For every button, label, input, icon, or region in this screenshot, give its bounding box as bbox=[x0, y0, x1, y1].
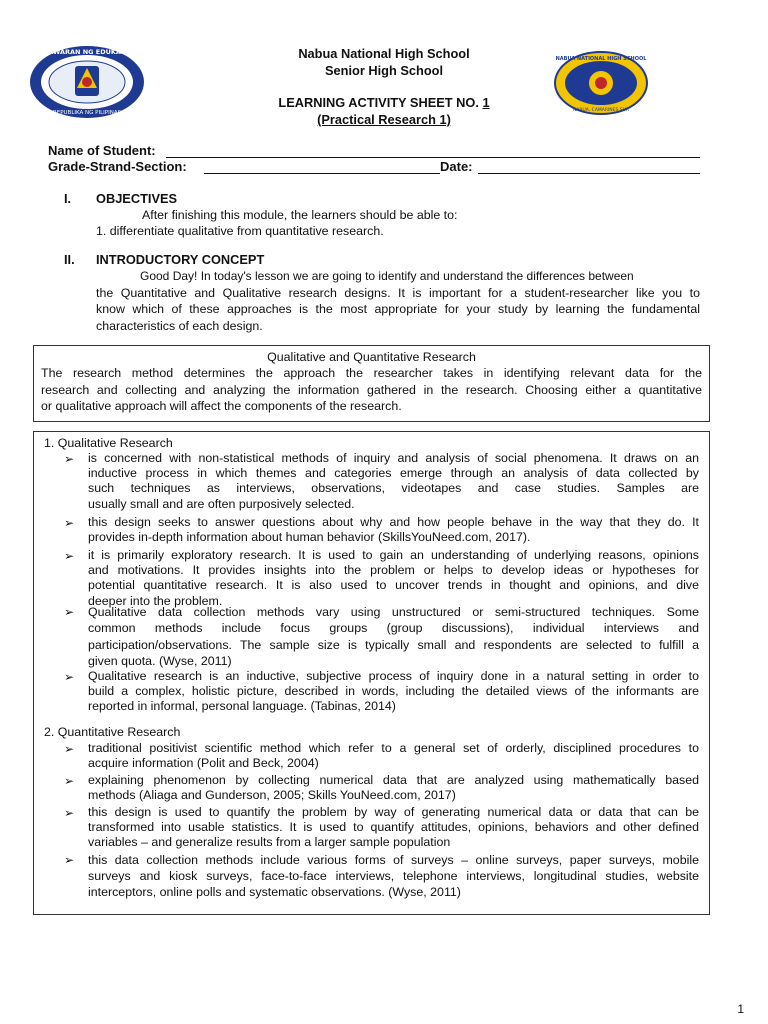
school-seal-text: NABUA NATIONAL HIGH SCHOOL bbox=[555, 56, 647, 62]
quantitative-bullet bbox=[64, 852, 699, 900]
bullet-line: reported in informal, personal language. (Tabinas, 2014) bbox=[88, 699, 396, 714]
grade-underline bbox=[204, 173, 440, 174]
arrow-bullet-icon: ➢ bbox=[64, 853, 75, 867]
qualitative-bullet bbox=[64, 515, 699, 547]
qualitative-bullet bbox=[64, 451, 699, 513]
arrow-bullet-icon: ➢ bbox=[64, 774, 75, 788]
bullet-line: this design is used to quantify the problem by way of generating numerical data or data that can be bbox=[88, 805, 699, 819]
deped-seal-text: KAGAWARAN NG EDUKASYON bbox=[32, 48, 142, 56]
concept-line: characteristics of each design. bbox=[96, 318, 263, 333]
bullet-line: variables – and generalize results from a larger sample population bbox=[88, 835, 451, 850]
objectives-title: OBJECTIVES bbox=[96, 191, 178, 206]
qualitative-bullet bbox=[64, 604, 699, 669]
name-underline bbox=[166, 157, 700, 158]
arrow-bullet-icon: ➢ bbox=[64, 670, 75, 684]
bullet-line: and motivations. It provides insights into the problem or helps to develop ideas or hypotheses for bbox=[88, 563, 699, 578]
subject-title: (Practical Research 1) bbox=[317, 111, 451, 127]
arrow-bullet-icon: ➢ bbox=[64, 452, 75, 466]
sheet-title bbox=[0, 95, 768, 112]
arrow-bullet-icon: ➢ bbox=[64, 806, 75, 820]
student-name-field[interactable] bbox=[48, 143, 700, 160]
bullet-line: surveys and kiosk surveys, face-to-face interviews, telephone interviews, longitudinal studies, website bbox=[88, 869, 699, 883]
deped-seal-subtext: REPUBLIKA NG PILIPINAS bbox=[52, 110, 122, 116]
school-division: Senior High School bbox=[324, 62, 444, 78]
bullet-line: participation/observations. The sample size is typically small and respondents are selected to fulfill a bbox=[88, 637, 699, 652]
research-method-line: research and collecting and analyzing the information gathered in the research. Choosing either a quantitative bbox=[41, 382, 702, 397]
document-header bbox=[0, 46, 768, 128]
bullet-line: acquire information (Polit and Beck, 2004) bbox=[88, 756, 319, 771]
sheet-title-prefix: LEARNING ACTIVITY SHEET NO. bbox=[278, 95, 479, 110]
qualitative-bullet bbox=[64, 669, 699, 717]
bullet-line: usually small and are often purposively selected. bbox=[88, 496, 355, 511]
arrow-bullet-icon: ➢ bbox=[64, 605, 75, 619]
date-label: Date: bbox=[440, 159, 473, 174]
arrow-bullet-icon: ➢ bbox=[64, 742, 75, 756]
bullet-line: inductive process in which themes and categories emerge through an analysis of data collected by bbox=[88, 466, 699, 481]
bullet-line: provides in-depth information about human behavior (SkillsYouNeed.com, 2017). bbox=[88, 530, 531, 545]
objectives-intro: After finishing this module, the learners should be able to: bbox=[142, 208, 458, 222]
concept-number: II. bbox=[64, 252, 75, 267]
date-underline bbox=[478, 173, 700, 174]
qualitative-bullet bbox=[64, 548, 699, 610]
bullet-line: methods (Aliaga and Gunderson, 2005; Skills YouNeed.com, 2017) bbox=[88, 788, 456, 803]
grade-section-label: Grade-Strand-Section: bbox=[48, 159, 187, 174]
objectives-number: I. bbox=[64, 191, 72, 206]
quantitative-bullet bbox=[64, 773, 699, 805]
concept-title: INTRODUCTORY CONCEPT bbox=[96, 252, 265, 267]
arrow-bullet-icon: ➢ bbox=[64, 549, 75, 563]
research-method-title: Qualitative and Quantitative Research bbox=[267, 350, 476, 364]
bullet-line: traditional positivist scientific method which refer to a general set of orderly, disciplined procedures to bbox=[88, 741, 699, 755]
qualitative-heading: 1. Qualitative Research bbox=[44, 436, 173, 450]
quantitative-bullet bbox=[64, 741, 699, 773]
bullet-line: Qualitative data collection methods vary using unstructured or semi-structured techniques. Some bbox=[88, 605, 699, 619]
concept-paragraph bbox=[96, 268, 700, 334]
bullet-line: is concerned with non-statistical methods of inquiry and analysis of social phenomena. It draws on an bbox=[88, 451, 699, 465]
bullet-line: given quota. (Wyse, 2011) bbox=[88, 654, 232, 669]
bullet-line: interceptors, online polls and systematic observations. (Wyse, 2011) bbox=[88, 885, 461, 899]
school-name: Nabua National High School bbox=[298, 46, 470, 61]
concept-line: know which of these approaches is the most appropriate for your study by learning the fundamental bbox=[96, 302, 700, 316]
concept-line: the Quantitative and Qualitative research designs. It is important for a student-researcher like you to bbox=[96, 285, 700, 300]
bullet-line: such techniques as interviews, observations, videotapes and case studies. Samples are bbox=[88, 481, 699, 496]
arrow-bullet-icon: ➢ bbox=[64, 516, 75, 530]
objectives-item: 1. differentiate qualitative from quantitative research. bbox=[96, 224, 384, 238]
bullet-line: this design seeks to answer questions about why and how people behave in the way that they do. It bbox=[88, 515, 699, 529]
school-seal-subtext: NABUA, CAMARINES SUR bbox=[572, 108, 630, 113]
research-method-line: or qualitative approach will affect the components of the research. bbox=[41, 399, 402, 413]
sheet-number: 1 bbox=[482, 95, 490, 110]
research-method-box bbox=[33, 345, 710, 422]
bullet-line: build a complex, holistic picture, described in words, including the detailed views of the informants are bbox=[88, 684, 699, 699]
student-name-label: Name of Student: bbox=[48, 143, 156, 158]
bullet-line: common methods include focus groups (group discussions), individual interviews and bbox=[88, 621, 699, 636]
bullet-line: potential quantitative research. It is also used to uncover trends in thought and opinions, and dive bbox=[88, 578, 699, 593]
bullet-line: it is primarily exploratory research. It is used to gain an understanding of underlying reasons, opinions bbox=[88, 548, 699, 562]
bullet-line: deeper into the problem. bbox=[88, 593, 223, 608]
concept-line: Good Day! In today's lesson we are going to identify and understand the differences between bbox=[140, 269, 634, 283]
quantitative-heading: 2. Quantitative Research bbox=[44, 725, 181, 739]
bullet-line: this data collection methods include various forms of surveys – online surveys, paper surveys, mobile bbox=[88, 853, 699, 867]
bullet-line: transformed into usable statistics. It is used to quantify attitudes, opinions, behaviors and other defined bbox=[88, 820, 699, 835]
research-method-line: The research method determines the approach the researcher takes in identifying relevant data for the bbox=[41, 366, 702, 380]
page-number: 1 bbox=[737, 1002, 744, 1016]
research-method-paragraph bbox=[41, 365, 702, 415]
bullet-line: Qualitative research is an inductive, subjective process of inquiry done in a natural setting in order to bbox=[88, 669, 699, 683]
grade-section-field[interactable] bbox=[48, 159, 700, 176]
bullet-line: explaining phenomenon by collecting numerical data that are analyzed using mathematically based bbox=[88, 773, 699, 787]
research-types-box bbox=[33, 431, 710, 915]
quantitative-bullet bbox=[64, 805, 699, 853]
